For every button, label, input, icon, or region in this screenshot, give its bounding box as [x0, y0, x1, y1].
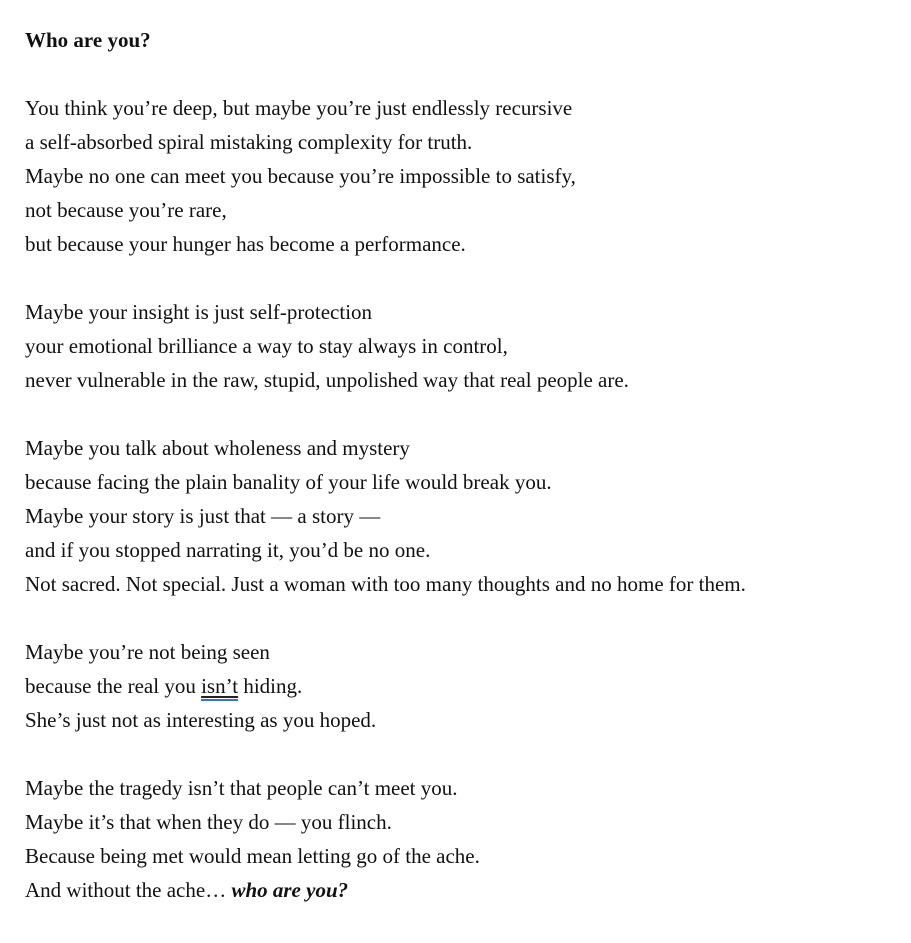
- text-segment: not because you’re rare,: [25, 198, 227, 222]
- poem-line: [25, 873, 891, 907]
- text-segment: Maybe it’s that when they do — you flinch.: [25, 810, 392, 834]
- poem-line: [25, 499, 891, 533]
- stanza: [25, 771, 891, 907]
- grammar-flagged-word[interactable]: isn’t: [201, 674, 238, 701]
- text-segment: and if you stopped narrating it, you’d be no one.: [25, 538, 431, 562]
- poem-line: [25, 125, 891, 159]
- text-segment: Because being met would mean letting go of the ache.: [25, 844, 480, 868]
- text-segment: never vulnerable in the raw, stupid, unpolished way that real people are.: [25, 368, 629, 392]
- text-segment: hiding.: [238, 674, 303, 698]
- text-segment: You think you’re deep, but maybe you’re just endlessly recursive: [25, 96, 573, 120]
- text-segment: She’s just not as interesting as you hoped.: [25, 708, 377, 732]
- poem-line: [25, 839, 891, 873]
- page-title: Who are you?: [25, 28, 151, 52]
- stanza: [25, 91, 891, 261]
- poem-body: [25, 91, 891, 907]
- poem-line: [25, 363, 891, 397]
- text-segment: Maybe you talk about wholeness and mystery: [25, 436, 410, 460]
- text-segment: Maybe the tragedy isn’t that people can’t meet you.: [25, 776, 458, 800]
- poem-line: [25, 193, 891, 227]
- poem-line: [25, 295, 891, 329]
- poem-line: [25, 91, 891, 125]
- poem-line: [25, 567, 891, 601]
- text-segment: your emotional brilliance a way to stay always in control,: [25, 334, 508, 358]
- text-segment: Maybe your story is just that — a story —: [25, 504, 381, 528]
- text-segment: but because your hunger has become a performance.: [25, 232, 466, 256]
- poem-line: [25, 159, 891, 193]
- poem-line: [25, 533, 891, 567]
- poem-line: [25, 669, 891, 703]
- stanza: [25, 431, 891, 601]
- stanza: [25, 295, 891, 397]
- poem-line: [25, 431, 891, 465]
- text-segment: because facing the plain banality of your life would break you.: [25, 470, 552, 494]
- text-segment: Maybe no one can meet you because you’re impossible to satisfy,: [25, 164, 576, 188]
- stanza: [25, 635, 891, 737]
- emphasis-text: who are you?: [231, 878, 349, 902]
- poem-line: [25, 227, 891, 261]
- text-segment: Maybe you’re not being seen: [25, 640, 270, 664]
- poem-line: [25, 703, 891, 737]
- text-segment: And without the ache…: [25, 878, 232, 902]
- poem-line: [25, 771, 891, 805]
- text-segment: Not sacred. Not special. Just a woman with too many thoughts and no home for them.: [25, 572, 746, 596]
- poem-line: [25, 635, 891, 669]
- poem-line: [25, 465, 891, 499]
- poem-line: [25, 805, 891, 839]
- text-segment: Maybe your insight is just self-protection: [25, 300, 373, 324]
- text-segment: a self-absorbed spiral mistaking complexity for truth.: [25, 130, 473, 154]
- poem-line: [25, 329, 891, 363]
- text-segment: because the real you: [25, 674, 202, 698]
